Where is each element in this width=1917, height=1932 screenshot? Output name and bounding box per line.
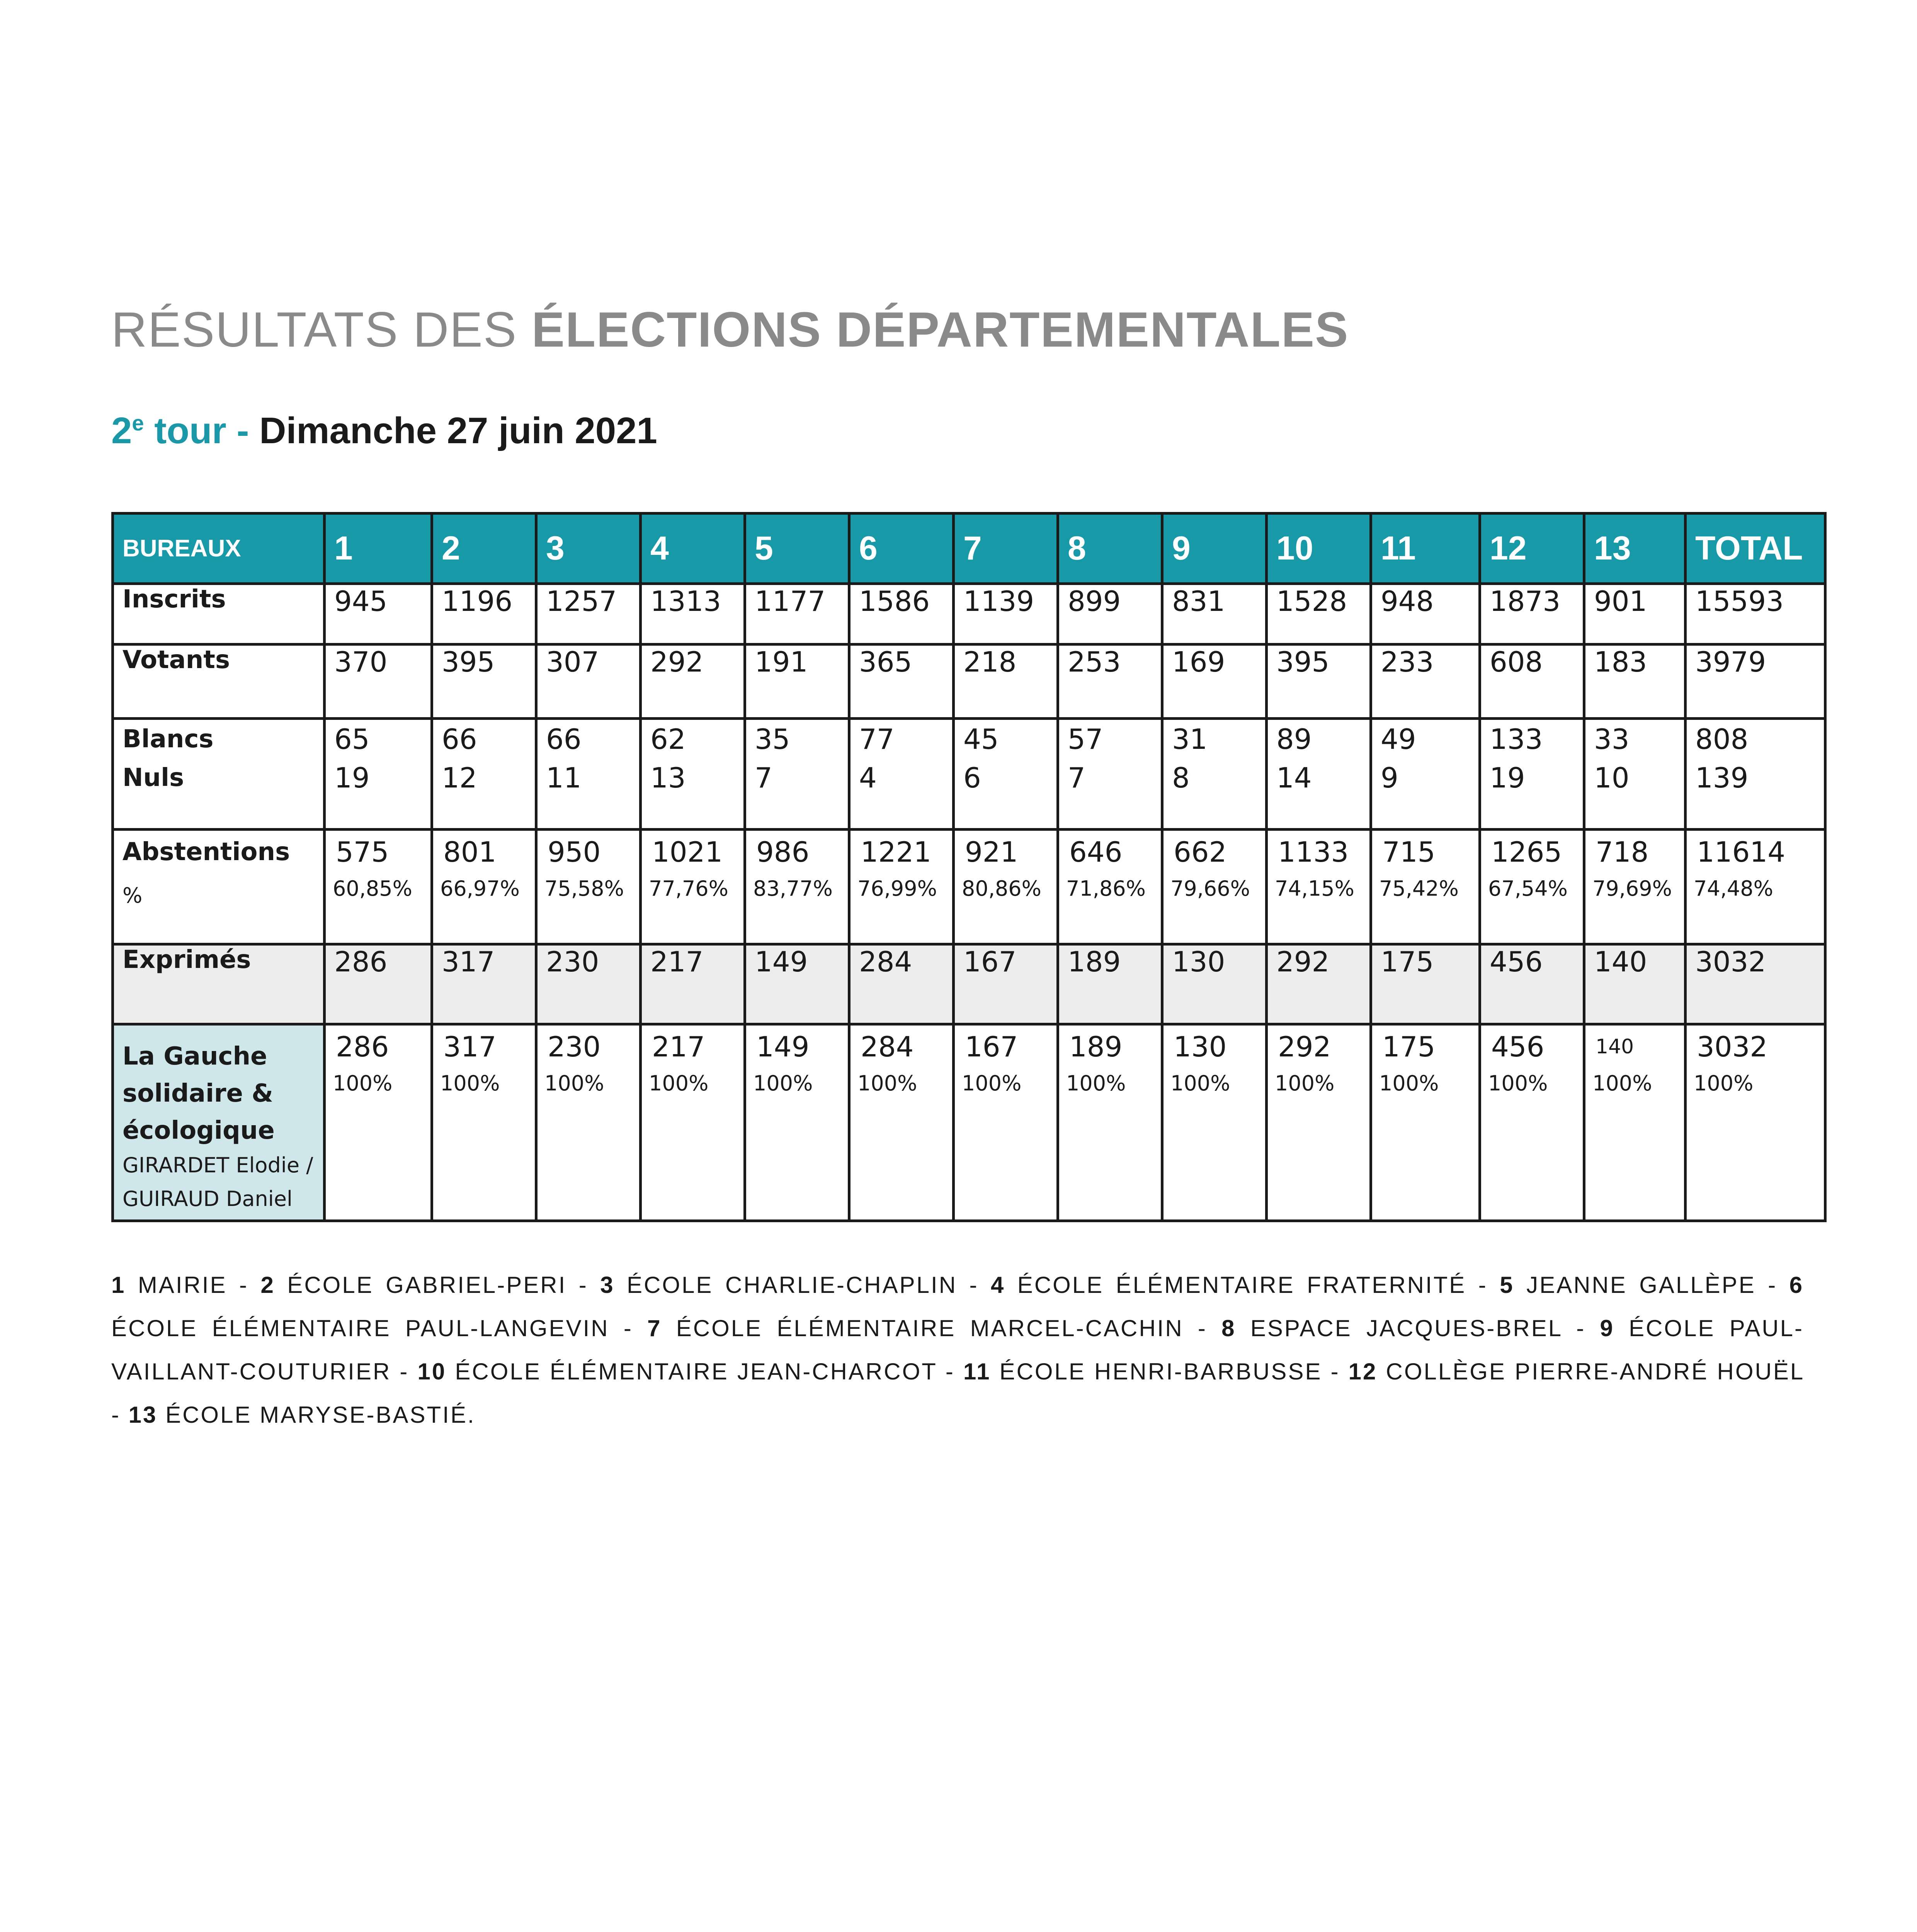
inscrits-cell: 831 <box>1162 584 1267 645</box>
blancs-nuls-cell <box>1162 719 1267 830</box>
legend-name: ÉCOLE GABRIEL-PERI <box>287 1272 567 1298</box>
legend-num: 7 <box>647 1315 662 1341</box>
candidate-votes: 175 <box>1382 1031 1436 1063</box>
candidate-votes: 292 <box>1278 1031 1331 1063</box>
blancs-nuls-cell <box>1371 719 1480 830</box>
blancs-nuls-cell <box>1267 719 1371 830</box>
votants-cell: 218 <box>954 645 1058 719</box>
candidate-cell <box>1584 1024 1686 1221</box>
candidate-votes: 230 <box>548 1031 601 1063</box>
header-col-12: 12 <box>1480 514 1584 584</box>
inscrits-cell: 1873 <box>1480 584 1584 645</box>
exprimes-cell: 284 <box>849 944 954 1024</box>
abstentions-cell <box>745 830 849 944</box>
blancs-value: 65 <box>334 723 370 755</box>
legend-num: 11 <box>963 1359 991 1384</box>
candidate-cell <box>536 1024 641 1221</box>
votants-cell: 253 <box>1058 645 1162 719</box>
candidate-cell <box>1162 1024 1267 1221</box>
abstentions-cell <box>1686 830 1825 944</box>
header-col-14: TOTAL <box>1686 514 1825 584</box>
row-inscrits <box>113 584 1825 645</box>
blancs-value: 49 <box>1381 723 1416 755</box>
candidate-pct: 100% <box>1592 1071 1652 1095</box>
blancs-nuls-cell <box>1480 719 1584 830</box>
legend-num: 3 <box>600 1272 615 1298</box>
legend-num: 5 <box>1500 1272 1514 1298</box>
candidate-pct: 100% <box>333 1071 393 1095</box>
votants-cell: 292 <box>641 645 745 719</box>
candidate-pct: 100% <box>1066 1071 1126 1095</box>
candidate-cell <box>432 1024 536 1221</box>
blancs-nuls-cell <box>536 719 641 830</box>
candidate-cell <box>1480 1024 1584 1221</box>
abstentions-pct: 60,85% <box>333 876 412 901</box>
candidate-pct: 100% <box>1488 1071 1548 1095</box>
abstentions-cell <box>1267 830 1371 944</box>
blancs-value: 62 <box>650 723 686 755</box>
row-label-votants: Votants <box>113 645 325 719</box>
blancs-nuls-cell <box>432 719 536 830</box>
exprimes-cell: 317 <box>432 944 536 1024</box>
blancs-value: 133 <box>1490 723 1543 755</box>
abstentions-cell <box>1058 830 1162 944</box>
blancs-value: 77 <box>859 723 895 755</box>
legend-name: ÉCOLE CHARLIE-CHAPLIN <box>627 1272 958 1298</box>
blancs-nuls-cell <box>954 719 1058 830</box>
blancs-value: 33 <box>1594 723 1630 755</box>
inscrits-cell: 1586 <box>849 584 954 645</box>
legend-num: 9 <box>1600 1315 1614 1341</box>
nuls-value: 19 <box>334 762 370 794</box>
legend-num: 10 <box>417 1359 447 1384</box>
page-title-bold: ÉLECTIONS DÉPARTEMENTALES <box>531 302 1349 357</box>
legend-num: 1 <box>111 1272 126 1298</box>
abstentions-value: 1133 <box>1278 836 1349 868</box>
row-blancs-nuls <box>113 719 1825 830</box>
legend-name: ÉCOLE HENRI-BARBUSSE <box>999 1359 1322 1384</box>
legend-name: COLLÈGE PIERRE-ANDRÉ HOUËL <box>1386 1359 1804 1384</box>
votants-cell: 395 <box>1267 645 1371 719</box>
abstentions-cell <box>1584 830 1686 944</box>
votants-cell: 370 <box>325 645 432 719</box>
nuls-value: 139 <box>1695 762 1749 794</box>
row-label-abstentions: Abstentions % <box>113 830 325 944</box>
blancs-value: 45 <box>963 723 999 755</box>
header-col-3: 3 <box>536 514 641 584</box>
candidate-cell <box>641 1024 745 1221</box>
header-col-5: 5 <box>745 514 849 584</box>
abstentions-value: 1265 <box>1491 836 1562 868</box>
candidate-votes: 189 <box>1069 1031 1123 1063</box>
exprimes-cell: 286 <box>325 944 432 1024</box>
exprimes-cell: 175 <box>1371 944 1480 1024</box>
results-table <box>111 512 1827 1222</box>
header-col-9: 9 <box>1162 514 1267 584</box>
inscrits-cell: 945 <box>325 584 432 645</box>
header-col-10: 10 <box>1267 514 1371 584</box>
abstentions-value: 646 <box>1069 836 1123 868</box>
inscrits-cell: 1528 <box>1267 584 1371 645</box>
legend-num: 8 <box>1221 1315 1236 1341</box>
votants-cell: 365 <box>849 645 954 719</box>
inscrits-cell: 901 <box>1584 584 1686 645</box>
abstentions-pct: 79,69% <box>1592 876 1672 901</box>
abstentions-pct: 76,99% <box>857 876 937 901</box>
page-title-light: RÉSULTATS DES <box>111 302 517 357</box>
tour-label: 2e tour - <box>111 410 260 451</box>
abstentions-pct: 74,48% <box>1694 876 1773 901</box>
election-date: Dimanche 27 juin 2021 <box>259 410 657 451</box>
legend-name: ÉCOLE ÉLÉMENTAIRE PAUL-LANGEVIN <box>111 1315 609 1341</box>
abstentions-pct: 66,97% <box>440 876 520 901</box>
abstentions-cell <box>325 830 432 944</box>
exprimes-cell: 456 <box>1480 944 1584 1024</box>
exprimes-cell: 189 <box>1058 944 1162 1024</box>
candidate-votes: 217 <box>652 1031 705 1063</box>
legend-name: ÉCOLE MARYSE-BASTIÉ. <box>165 1402 476 1428</box>
abstentions-pct: 71,86% <box>1066 876 1146 901</box>
inscrits-cell: 15593 <box>1686 584 1825 645</box>
abstentions-cell <box>1480 830 1584 944</box>
abstentions-pct: 80,86% <box>962 876 1041 901</box>
legend-num: 4 <box>990 1272 1005 1298</box>
nuls-value: 19 <box>1490 762 1525 794</box>
candidate-votes: 130 <box>1174 1031 1227 1063</box>
candidate-cell <box>1686 1024 1825 1221</box>
candidate-votes: 286 <box>336 1031 389 1063</box>
votants-cell: 608 <box>1480 645 1584 719</box>
header-col-6: 6 <box>849 514 954 584</box>
votants-cell: 169 <box>1162 645 1267 719</box>
header-row <box>113 514 1825 584</box>
abstentions-cell <box>641 830 745 944</box>
blancs-value: 89 <box>1276 723 1312 755</box>
blancs-value: 31 <box>1172 723 1208 755</box>
abstentions-value: 921 <box>965 836 1018 868</box>
inscrits-cell: 1139 <box>954 584 1058 645</box>
abstentions-pct: 75,58% <box>544 876 624 901</box>
legend-num: 6 <box>1789 1272 1804 1298</box>
header-col-8: 8 <box>1058 514 1162 584</box>
row-label-inscrits: Inscrits <box>113 584 325 645</box>
nuls-value: 14 <box>1276 762 1312 794</box>
header-col-2: 2 <box>432 514 536 584</box>
row-votants <box>113 645 1825 719</box>
page-title <box>111 301 1349 358</box>
candidate-pct: 100% <box>544 1071 604 1095</box>
abstentions-pct: 75,42% <box>1379 876 1459 901</box>
candidate-cell <box>1267 1024 1371 1221</box>
candidate-cell <box>849 1024 954 1221</box>
candidate-pct: 100% <box>1170 1071 1230 1095</box>
candidate-votes: 3032 <box>1697 1031 1768 1063</box>
blancs-nuls-cell <box>641 719 745 830</box>
inscrits-cell: 1177 <box>745 584 849 645</box>
abstentions-cell <box>1162 830 1267 944</box>
votants-cell: 183 <box>1584 645 1686 719</box>
blancs-nuls-cell <box>1686 719 1825 830</box>
abstentions-pct: 67,54% <box>1488 876 1568 901</box>
candidate-votes: 284 <box>861 1031 914 1063</box>
candidate-pct: 100% <box>1275 1071 1335 1095</box>
abstentions-pct: 74,15% <box>1275 876 1354 901</box>
blancs-value: 808 <box>1695 723 1749 755</box>
nuls-value: 9 <box>1381 762 1398 794</box>
exprimes-cell: 140 <box>1584 944 1686 1024</box>
abstentions-cell <box>1371 830 1480 944</box>
inscrits-cell: 948 <box>1371 584 1480 645</box>
header-col-11: 11 <box>1371 514 1480 584</box>
abstentions-value: 575 <box>336 836 389 868</box>
exprimes-cell: 167 <box>954 944 1058 1024</box>
candidate-votes: 167 <box>965 1031 1018 1063</box>
exprimes-cell: 217 <box>641 944 745 1024</box>
blancs-nuls-cell <box>745 719 849 830</box>
inscrits-cell: 1313 <box>641 584 745 645</box>
bureaux-legend: 1 MAIRIE - 2 ÉCOLE GABRIEL-PERI - 3 ÉCOLE CHARLIE-CHAPLIN - 4 ÉCOLE ÉLÉMENTAIRE FRATERNITÉ - 5 JEANNE GALLÈPE - 6 ÉCOLE ÉLÉMENTAIRE PAUL-LANGEVIN - 7 ÉCOLE ÉLÉMENTAIRE MARCEL-CACHIN - 8 ESPACE JACQUES-BREL - 9 ÉCOLE PAUL-VAILLANT-COUTURIER - 10 ÉCOLE ÉLÉMENTAIRE JEAN-CHARCOT - 11 ÉCOLE HENRI-BARBUSSE - 12 COLLÈGE PIERRE-ANDRÉ HOUËL - 13 ÉCOLE MARYSE-BASTIÉ. <box>111 1272 1804 1428</box>
candidate-pct: 100% <box>1694 1071 1754 1095</box>
abstentions-value: 715 <box>1382 836 1436 868</box>
candidate-votes: 140 <box>1596 1035 1634 1058</box>
nuls-value: 11 <box>546 762 582 794</box>
blancs-value: 57 <box>1068 723 1103 755</box>
legend-num: 12 <box>1348 1359 1378 1384</box>
abstentions-cell <box>432 830 536 944</box>
abstentions-cell <box>536 830 641 944</box>
candidate-pct: 100% <box>753 1071 813 1095</box>
abstentions-cell <box>954 830 1058 944</box>
blancs-nuls-cell <box>1058 719 1162 830</box>
row-candidate <box>113 1024 1825 1221</box>
blancs-nuls-cell <box>325 719 432 830</box>
candidate-votes: 317 <box>443 1031 497 1063</box>
inscrits-cell: 1196 <box>432 584 536 645</box>
legend-name: ESPACE JACQUES-BREL <box>1250 1315 1562 1341</box>
inscrits-cell: 899 <box>1058 584 1162 645</box>
abstentions-value: 1221 <box>861 836 932 868</box>
legend-num: 2 <box>260 1272 275 1298</box>
blancs-value: 66 <box>442 723 477 755</box>
nuls-value: 12 <box>442 762 477 794</box>
abstentions-value: 1021 <box>652 836 723 868</box>
header-col-4: 4 <box>641 514 745 584</box>
header-col-7: 7 <box>954 514 1058 584</box>
nuls-value: 13 <box>650 762 686 794</box>
header-col-13: 13 <box>1584 514 1686 584</box>
abstentions-pct: 83,77% <box>753 876 833 901</box>
header-bureaux: BUREAUX <box>113 514 325 584</box>
nuls-value: 8 <box>1172 762 1190 794</box>
row-abstentions <box>113 830 1825 944</box>
abstentions-value: 718 <box>1596 836 1649 868</box>
abstentions-pct: 77,76% <box>649 876 728 901</box>
abstentions-value: 11614 <box>1697 836 1786 868</box>
abstentions-pct: 79,66% <box>1170 876 1250 901</box>
nuls-value: 6 <box>963 762 981 794</box>
candidate-cell <box>954 1024 1058 1221</box>
row-label-exprimes: Exprimés <box>113 944 325 1024</box>
candidate-votes: 456 <box>1491 1031 1544 1063</box>
nuls-value: 10 <box>1594 762 1630 794</box>
inscrits-cell: 1257 <box>536 584 641 645</box>
candidate-cell <box>745 1024 849 1221</box>
legend-num: 13 <box>128 1402 158 1428</box>
exprimes-cell: 230 <box>536 944 641 1024</box>
candidate-cell <box>1058 1024 1162 1221</box>
nuls-value: 7 <box>1068 762 1085 794</box>
nuls-value: 7 <box>755 762 772 794</box>
exprimes-cell: 149 <box>745 944 849 1024</box>
candidate-pct: 100% <box>440 1071 500 1095</box>
row-label-blancs-nuls: Blancs Nuls <box>113 719 325 830</box>
blancs-nuls-cell <box>1584 719 1686 830</box>
votants-cell: 395 <box>432 645 536 719</box>
blancs-value: 66 <box>546 723 582 755</box>
candidate-pct: 100% <box>649 1071 709 1095</box>
exprimes-cell: 292 <box>1267 944 1371 1024</box>
votants-cell: 307 <box>536 645 641 719</box>
exprimes-cell: 3032 <box>1686 944 1825 1024</box>
candidate-cell <box>1371 1024 1480 1221</box>
legend-name: ÉCOLE ÉLÉMENTAIRE JEAN-CHARCOT <box>455 1359 937 1384</box>
legend-name: ÉCOLE ÉLÉMENTAIRE FRATERNITÉ <box>1017 1272 1466 1298</box>
abstentions-value: 662 <box>1174 836 1227 868</box>
legend-name: ÉCOLE ÉLÉMENTAIRE MARCEL-CACHIN <box>676 1315 1184 1341</box>
candidate-pct: 100% <box>857 1071 917 1095</box>
row-exprimes <box>113 944 1825 1024</box>
votants-cell: 191 <box>745 645 849 719</box>
exprimes-cell: 130 <box>1162 944 1267 1024</box>
votants-cell: 3979 <box>1686 645 1825 719</box>
candidate-votes: 149 <box>756 1031 810 1063</box>
page-subtitle <box>111 410 657 452</box>
header-col-1: 1 <box>325 514 432 584</box>
blancs-value: 35 <box>755 723 790 755</box>
candidate-pct: 100% <box>962 1071 1022 1095</box>
legend-name: ÉCOLE PAUL-VAILLANT-COUTURIER <box>111 1315 1804 1384</box>
abstentions-cell <box>849 830 954 944</box>
candidate-pct: 100% <box>1379 1071 1439 1095</box>
abstentions-value: 801 <box>443 836 497 868</box>
nuls-value: 4 <box>859 762 877 794</box>
candidate-cell <box>325 1024 432 1221</box>
abstentions-value: 986 <box>756 836 810 868</box>
legend-name: JEANNE GALLÈPE <box>1526 1272 1756 1298</box>
abstentions-value: 950 <box>548 836 601 868</box>
blancs-nuls-cell <box>849 719 954 830</box>
candidate-label: La Gauche solidaire & écologique GIRARDET Elodie / GUIRAUD Daniel <box>113 1024 325 1221</box>
legend-name: MAIRIE <box>138 1272 227 1298</box>
votants-cell: 233 <box>1371 645 1480 719</box>
